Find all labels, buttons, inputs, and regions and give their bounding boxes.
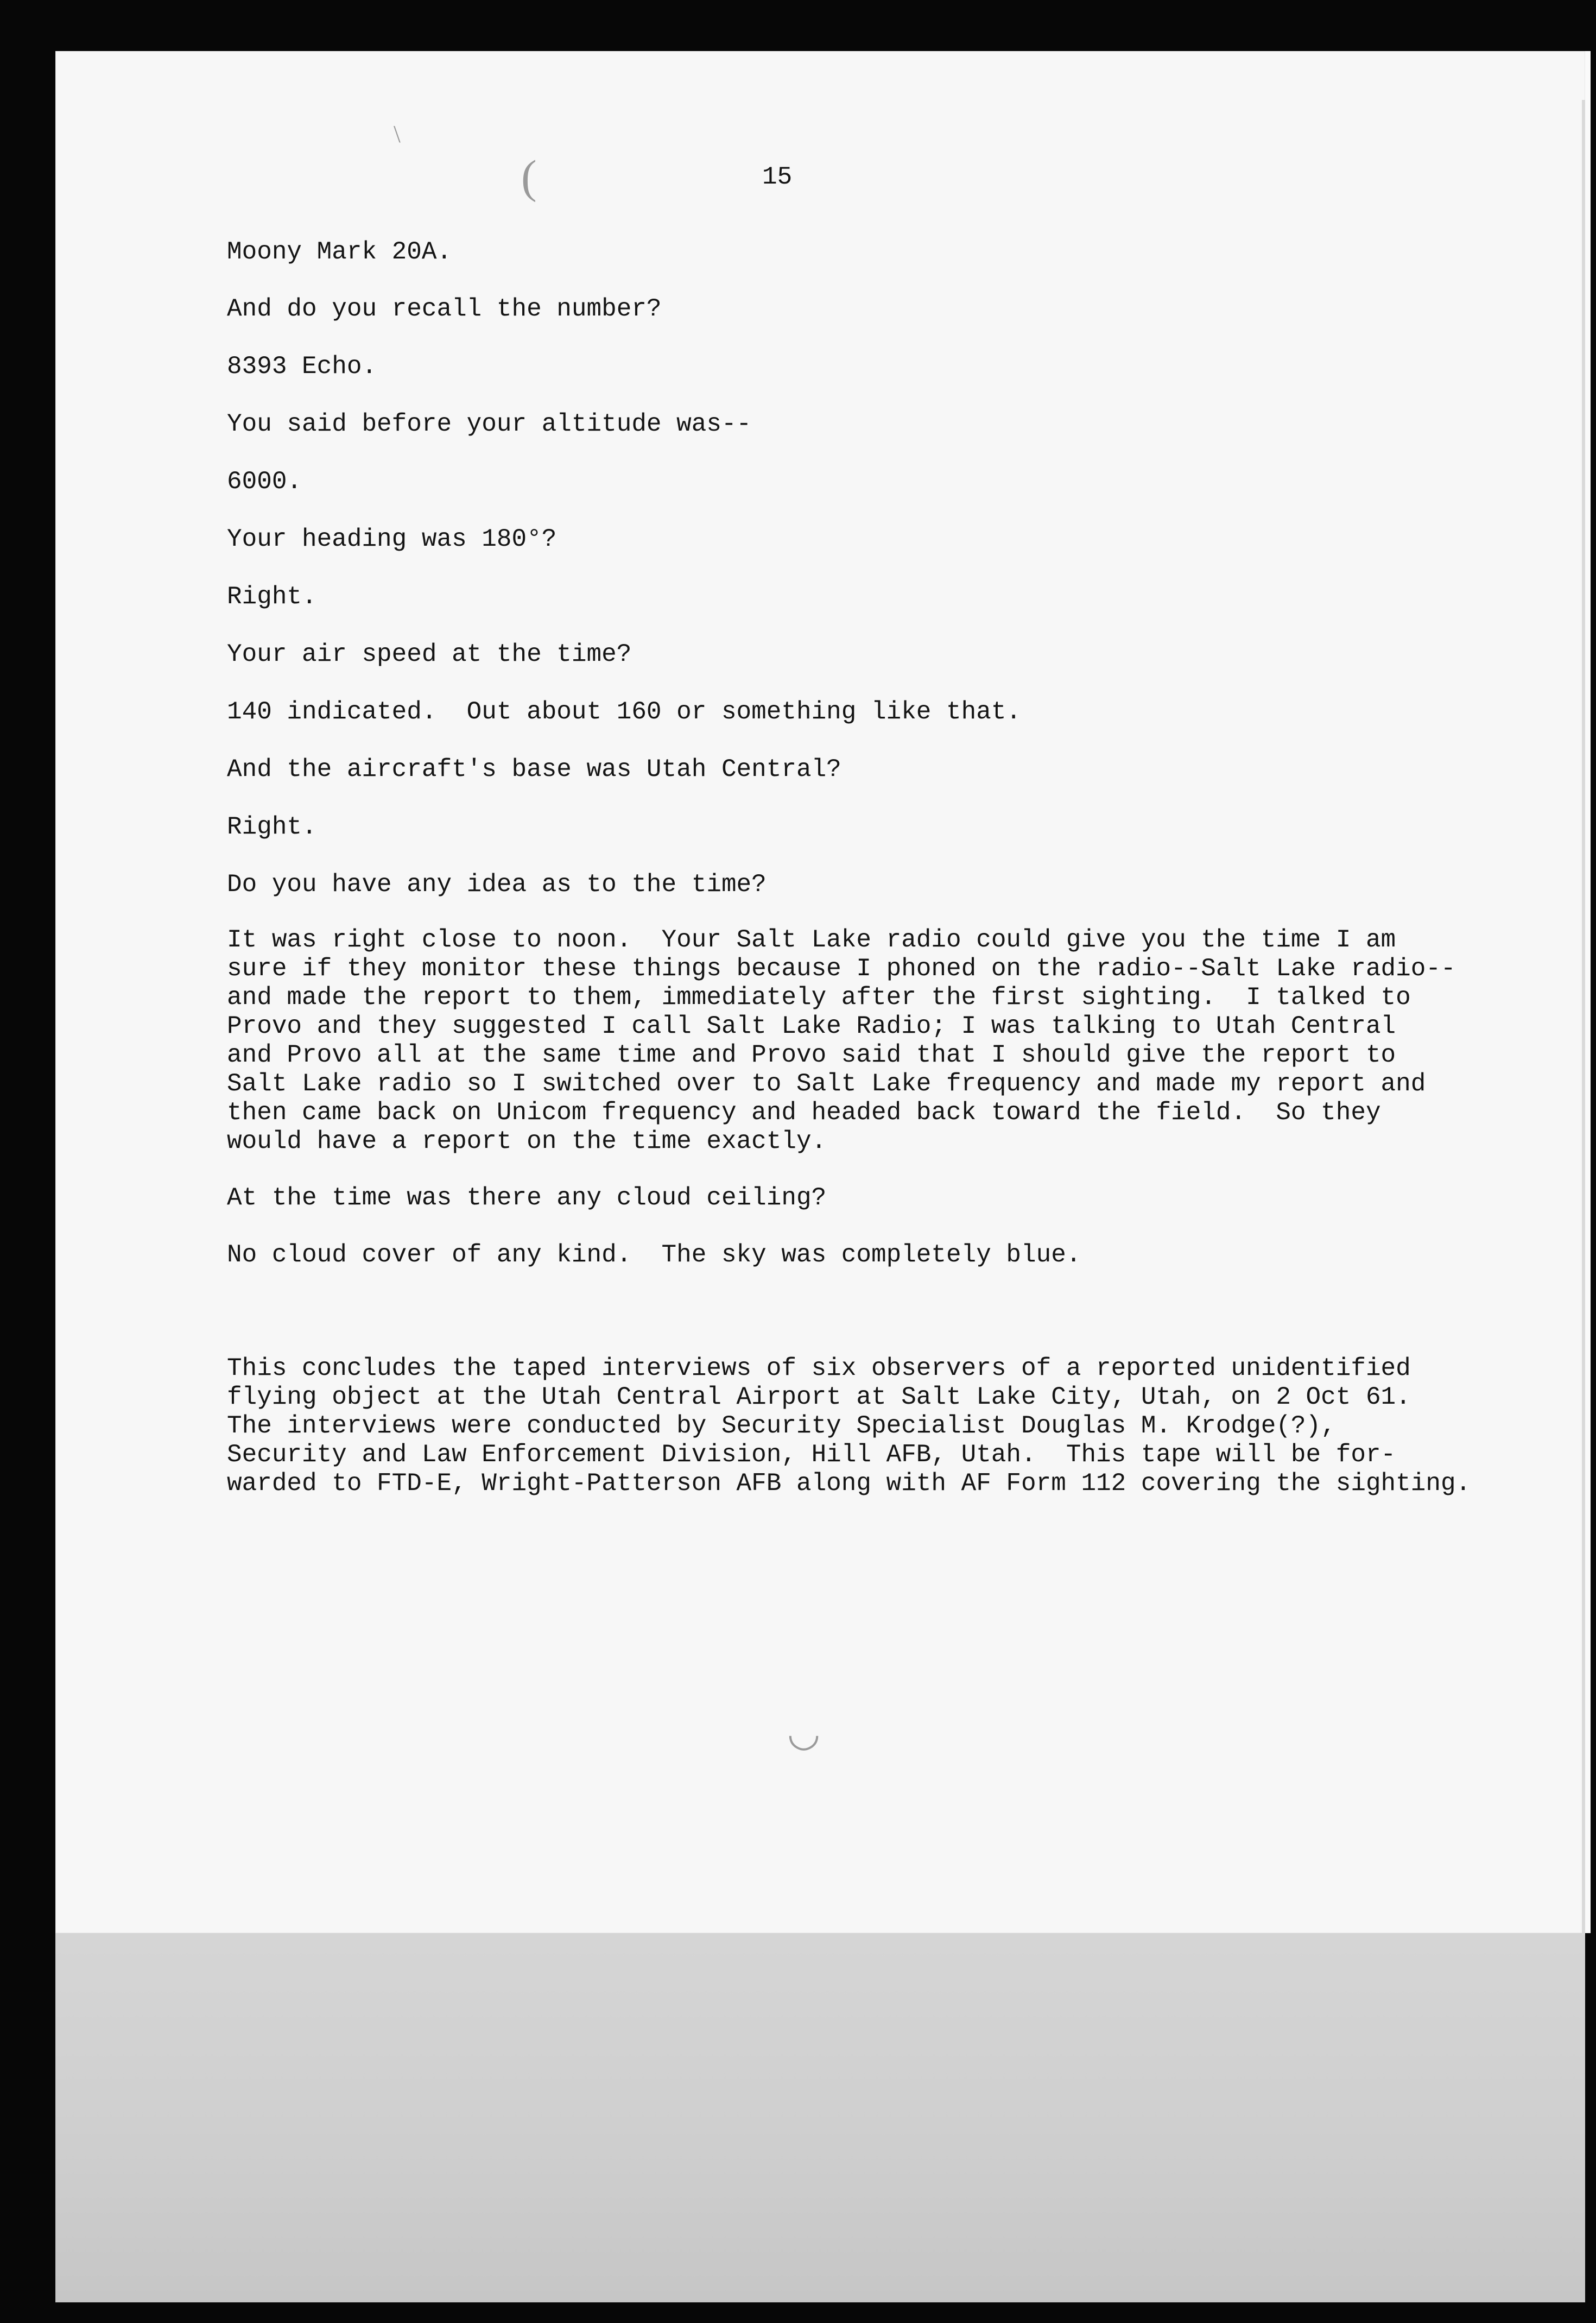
dialogue-line-10: And the aircraft's base was Utah Central?: [227, 755, 841, 784]
dialogue-line-4: You said before your altitude was--: [227, 410, 752, 438]
stray-mark-bottom: ◡: [787, 1713, 821, 1754]
dialogue-line-3: 8393 Echo.: [227, 352, 377, 381]
underlying-sheet: [55, 1911, 1585, 2302]
page-edge-shadow: [1582, 100, 1585, 1935]
closing-paragraph: This concludes the taped interviews of six observers of a reported unidentified flying object at the Utah Central Airport at Salt Lake City, Utah, on 2 Oct 61. The interviews were conducted by Security Specialist Douglas M. Krodge(?), Security and Law Enforcement Division, Hill AFB, Utah. This tape will be for- warded to FTD-E, Wright-Patterson AFB along with AF Form 112 covering the sighting.: [227, 1354, 1471, 1498]
dialogue-line-5: 6000.: [227, 468, 302, 496]
dialogue-line-9: 140 indicated. Out about 160 or something like that.: [227, 698, 1022, 726]
cloud-answer: No cloud cover of any kind. The sky was completely blue.: [227, 1241, 1081, 1269]
dialogue-line-7: Right.: [227, 583, 317, 611]
dialogue-line-2: And do you recall the number?: [227, 295, 662, 323]
page-number: 15: [762, 163, 793, 191]
dialogue-line-11: Right.: [227, 813, 317, 841]
dialogue-line-6: Your heading was 180°?: [227, 525, 557, 553]
stray-mark-bracket: (: [521, 150, 537, 203]
stray-mark-top: \: [394, 120, 401, 148]
dialogue-line-8: Your air speed at the time?: [227, 640, 632, 668]
dialogue-line-12: Do you have any idea as to the time?: [227, 870, 767, 899]
dialogue-line-1: Moony Mark 20A.: [227, 238, 452, 266]
cloud-question: At the time was there any cloud ceiling?: [227, 1184, 827, 1212]
answer-paragraph: It was right close to noon. Your Salt Lake radio could give you the time I am sure if they monitor these things because I phoned on the radio--Salt Lake radio-- and made the report to them, immediately after the first sighting. I talked to Provo and they suggested I call Salt Lake Radio; I was talking to Utah Central and Provo all at the same time and Provo said that I should give the report to Salt Lake radio so I switched over to Salt Lake frequency and made my report and then came back on Unicom frequency and headed back toward the field. So they would have a report on the time exactly.: [227, 926, 1456, 1156]
